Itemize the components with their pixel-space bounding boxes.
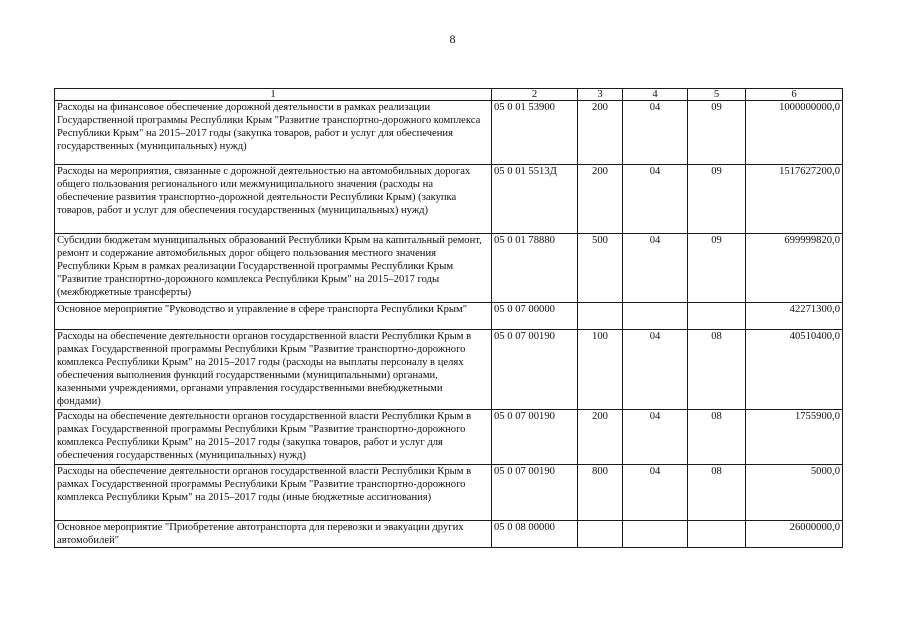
section-code: 04	[623, 165, 688, 234]
expense-type-code: 100	[578, 330, 623, 410]
table-header-row	[55, 89, 843, 101]
table-row	[55, 165, 843, 234]
amount: 26000000,0	[746, 521, 843, 548]
page-number: 8	[449, 32, 456, 46]
expense-name: Расходы на обеспечение деятельности органов государственной власти Республики Крым в рамках Государственной программы Республики Крым "Развитие транспортно-дорожного комплекса Республики Крым" на 2015–2017 годы (закупка товаров, работ и услуг для обеспечения государственных (муниципальных) нужд)	[55, 410, 492, 465]
amount: 1755900,0	[746, 410, 843, 465]
subsection-code: 09	[688, 234, 746, 303]
target-article-code: 05 0 07 00190	[492, 465, 578, 521]
subsection-code: 08	[688, 410, 746, 465]
expense-name: Основное мероприятие "Руководство и управление в сфере транспорта Республики Крым"	[55, 303, 492, 330]
table-row	[55, 465, 843, 521]
expense-name: Расходы на обеспечение деятельности органов государственной власти Республики Крым в рамках Государственной программы Республики Крым "Развитие транспортно-дорожного комплекса Республики Крым" на 2015–2017 годы (иные бюджетные ассигнования)	[55, 465, 492, 521]
section-code: 04	[623, 410, 688, 465]
expense-type-code: 200	[578, 410, 623, 465]
table-row	[55, 101, 843, 165]
table-row	[55, 521, 843, 548]
target-article-code: 05 0 01 5513Д	[492, 165, 578, 234]
subsection-code	[688, 303, 746, 330]
section-code: 04	[623, 234, 688, 303]
section-code	[623, 521, 688, 548]
expense-type-code: 200	[578, 165, 623, 234]
expense-name: Расходы на финансовое обеспечение дорожной деятельности в рамках реализации Государственной программы Республики Крым "Развитие транспортно-дорожного комплекса Республики Крым" на 2015–2017 годы (закупка товаров, работ и услуг для обеспечения государственных (муниципальных) нужд)	[55, 101, 492, 165]
target-article-code: 05 0 01 53900	[492, 101, 578, 165]
expense-type-code: 500	[578, 234, 623, 303]
amount: 40510400,0	[746, 330, 843, 410]
expense-name: Расходы на мероприятия, связанные с дорожной деятельностью на автомобильных дорогах общего пользования регионального или межмуниципального значения (расходы на обеспечение развития транспортно-дорожной деятельности Республики Крым) (закупка товаров, работ и услуг для обеспечения государственных (муниципальных) нужд)	[55, 165, 492, 234]
target-article-code: 05 0 07 00190	[492, 330, 578, 410]
table-row	[55, 303, 843, 330]
expense-type-code: 200	[578, 101, 623, 165]
header-col-5: 5	[688, 89, 746, 101]
section-code	[623, 303, 688, 330]
section-code: 04	[623, 101, 688, 165]
subsection-code: 08	[688, 330, 746, 410]
target-article-code: 05 0 01 78880	[492, 234, 578, 303]
table-row	[55, 410, 843, 465]
header-col-1: 1	[55, 89, 492, 101]
subsection-code: 09	[688, 101, 746, 165]
amount: 1517627200,0	[746, 165, 843, 234]
target-article-code: 05 0 08 00000	[492, 521, 578, 548]
budget-table	[54, 88, 843, 548]
expense-type-code	[578, 521, 623, 548]
section-code: 04	[623, 465, 688, 521]
amount: 42271300,0	[746, 303, 843, 330]
table-row	[55, 330, 843, 410]
amount: 1000000000,0	[746, 101, 843, 165]
target-article-code: 05 0 07 00190	[492, 410, 578, 465]
subsection-code: 09	[688, 165, 746, 234]
subsection-code	[688, 521, 746, 548]
expense-name: Расходы на обеспечение деятельности органов государственной власти Республики Крым в рамках Государственной программы Республики Крым "Развитие транспортно-дорожного комплекса Республики Крым" на 2015–2017 годы (расходы на выплаты персоналу в целях обеспечения выполнения функций государственными (муниципальными) органами, казенными учреждениями, органами управления государственными внебюджетными фондами)	[55, 330, 492, 410]
header-col-4: 4	[623, 89, 688, 101]
header-col-2: 2	[492, 89, 578, 101]
header-col-3: 3	[578, 89, 623, 101]
amount: 699999820,0	[746, 234, 843, 303]
subsection-code: 08	[688, 465, 746, 521]
expense-type-code: 800	[578, 465, 623, 521]
section-code: 04	[623, 330, 688, 410]
amount: 5000,0	[746, 465, 843, 521]
expense-name: Субсидии бюджетам муниципальных образований Республики Крым на капитальный ремонт, ремонт и содержание автомобильных дорог общего пользования местного значения Республики Крым в рамках реализации Государственной программы Республики Крым "Развитие транспортно-дорожного комплекса Республики Крым" на 2015–2017 годы (межбюджетные трансферты)	[55, 234, 492, 303]
header-col-6: 6	[746, 89, 843, 101]
expense-type-code	[578, 303, 623, 330]
table-row	[55, 234, 843, 303]
target-article-code: 05 0 07 00000	[492, 303, 578, 330]
expense-name: Основное мероприятие "Приобретение автотранспорта для перевозки и эвакуации других автомобилей"	[55, 521, 492, 548]
